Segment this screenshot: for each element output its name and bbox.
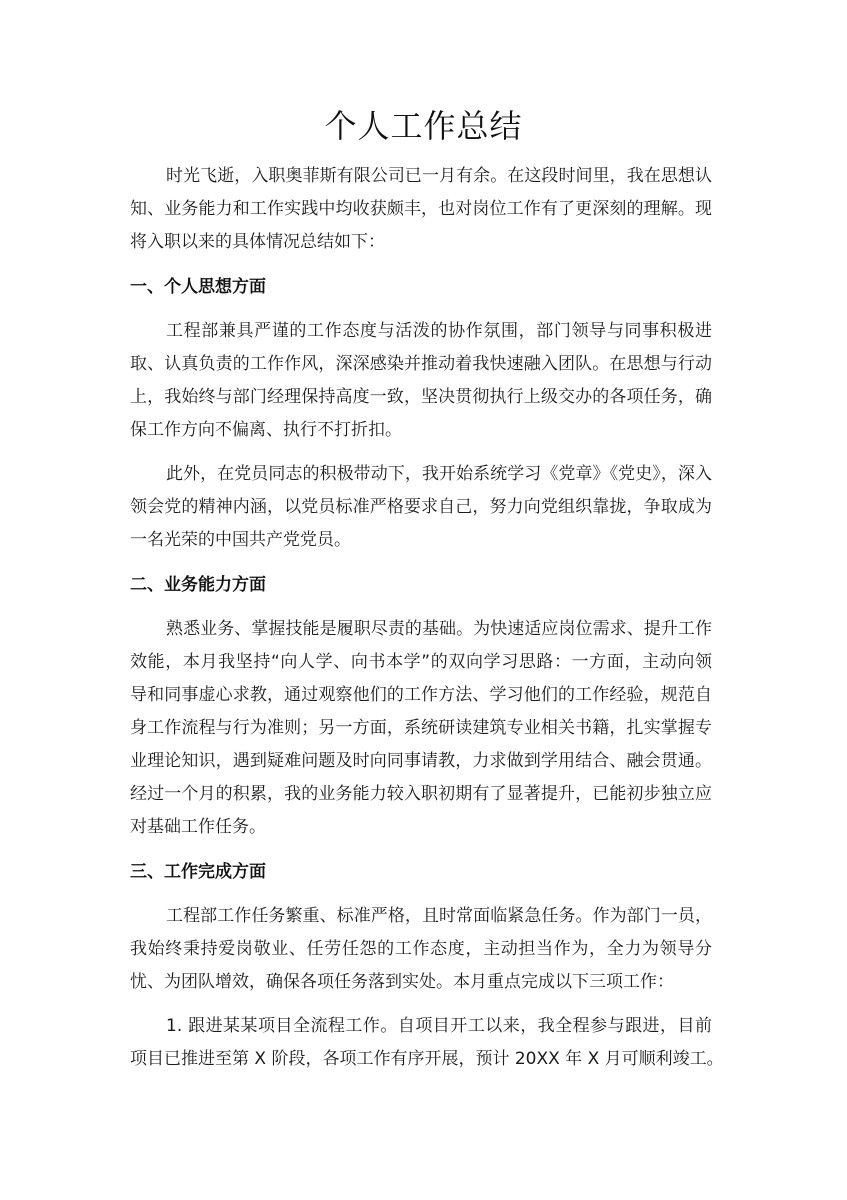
- text-line: 将入职以来的具体情况总结如下：: [130, 232, 385, 252]
- text-line: 业理论知识，遇到疑难问题及时向同事请教，力求做到学用结合、融会贯通。: [130, 751, 712, 771]
- text-line: 效能，本月我坚持“向人学、向书本学”的双向学习思路：一方面，主动向领: [130, 652, 712, 672]
- text-line: 领会党的精神内涵，以党员标准严格要求自己，努力向党组织靠拢，争取成为: [130, 497, 712, 517]
- section-work-completion: [130, 856, 724, 1076]
- paragraph: [130, 458, 712, 557]
- text-line: 对基础工作任务。: [130, 817, 266, 837]
- text-line: 上，我始终与部门经理保持高度一致，坚决贯彻执行上级交办的各项任务，确: [130, 387, 712, 407]
- section-heading: 二、业务能力方面: [130, 575, 266, 595]
- text-line: 导和同事虚心求教，通过观察他们的工作方法、学习他们的工作经验，规范自: [130, 685, 712, 705]
- text-line: 一名光荣的中国共产党党员。: [130, 530, 351, 550]
- text-line: 熟悉业务、掌握技能是履职尽责的基础。为快速适应岗位需求、提升工作: [166, 619, 712, 639]
- intro-paragraph: [130, 160, 712, 259]
- text-line: 经过一个月的积累，我的业务能力较入职初期有了显著提升，已能初步独立应: [130, 784, 712, 804]
- document-title: 个人工作总结: [324, 107, 523, 145]
- paragraph: [130, 613, 712, 844]
- text-line: 忧、为团队增效，确保各项任务落到实处。本月重点完成以下三项工作：: [130, 972, 674, 992]
- section-heading: 一、个人思想方面: [130, 277, 266, 297]
- text-line: 知、业务能力和工作实践中均收获颇丰，也对岗位工作有了更深刻的理解。现: [130, 199, 712, 219]
- text-line: 保工作方向不偏离、执行不打折扣。: [130, 420, 402, 440]
- text-line: 工程部兼具严谨的工作态度与活泼的协作氛围，部门领导与同事积极进: [166, 321, 712, 341]
- text-line: 项目已推进至第 X 阶段，各项工作有序开展，预计 20XX 年 X 月可顺利竣工。: [130, 1049, 724, 1069]
- text-line: 工程部工作任务繁重、标准严格，且时常面临紧急任务。作为部门一员，: [166, 906, 712, 926]
- list-item: [130, 1010, 724, 1076]
- text-line: 1. 跟进某某项目全流程工作。自项目开工以来，我全程参与跟进，目前: [166, 1016, 712, 1036]
- text-line: 身工作流程与行为准则；另一方面，系统研读建筑专业相关书籍，扎实掌握专: [130, 718, 712, 738]
- section-thought: [130, 271, 712, 557]
- paragraph: [130, 315, 712, 447]
- text-line: 此外，在党员同志的积极带动下，我开始系统学习《党章》《党史》，深入: [166, 464, 712, 484]
- text-line: 取、认真负责的工作作风，深深感染并推动着我快速融入团队。在思想与行动: [130, 354, 712, 374]
- text-line: 我始终秉持爱岗敬业、任劳任怨的工作态度，主动担当作为，全力为领导分: [130, 939, 712, 959]
- paragraph: [130, 900, 712, 999]
- text-line: 时光飞逝，入职奥菲斯有限公司已一月有余。在这段时间里，我在思想认: [166, 166, 712, 186]
- section-heading: 三、工作完成方面: [130, 862, 266, 882]
- section-business-ability: [130, 569, 712, 844]
- document-body: [130, 160, 724, 1076]
